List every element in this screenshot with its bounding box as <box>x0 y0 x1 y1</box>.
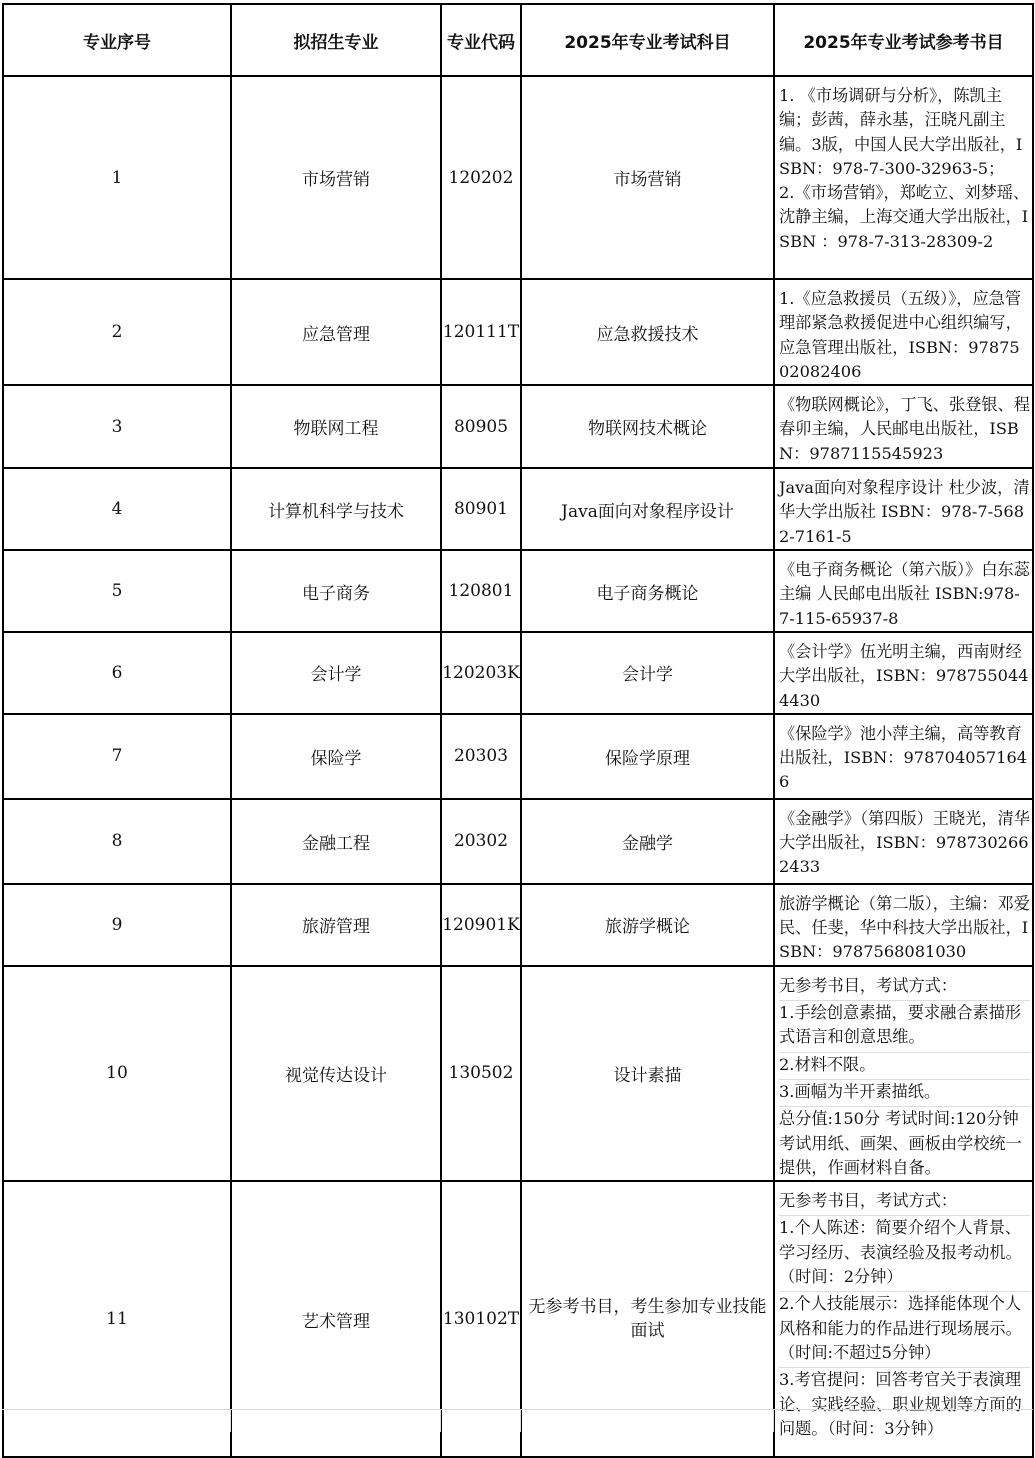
code-cell: 80901 <box>441 468 521 550</box>
header-books: 2025年专业考试参考书目 <box>774 4 1033 76</box>
subject-cell: 旅游学概论 <box>521 884 774 966</box>
subject-cell: Java面向对象程序设计 <box>521 468 774 550</box>
major-cell: 保险学 <box>231 714 441 799</box>
major-cell: 视觉传达设计 <box>231 966 441 1181</box>
seq-cell: 6 <box>3 632 231 714</box>
major-cell: 金融工程 <box>231 799 441 884</box>
book-line: 1.个人陈述：简要介绍个人背景、学习经历、表演经验及报考动机。（时间：2分钟） <box>779 1215 1030 1289</box>
seq-cell: 4 <box>3 468 231 550</box>
header-major: 拟招生专业 <box>231 4 441 76</box>
table-body <box>3 76 1033 1457</box>
books-cell <box>774 550 1033 632</box>
table-row <box>3 76 1033 279</box>
header-seq: 专业序号 <box>3 4 231 76</box>
book-line: 《物联网概论》，丁飞、张登银、程春卯主编，人民邮电出版社，ISBN：9787115545923 <box>779 395 1030 463</box>
books-cell <box>774 966 1033 1181</box>
subject-cell: 物联网技术概论 <box>521 385 774 468</box>
table-row <box>3 632 1033 714</box>
table-row <box>3 550 1033 632</box>
seq-cell: 1 <box>3 76 231 279</box>
subject-cell: 设计素描 <box>521 966 774 1181</box>
header-code: 专业代码 <box>441 4 521 76</box>
major-cell: 电子商务 <box>231 550 441 632</box>
book-line: 2.材料不限。 <box>779 1052 1030 1077</box>
books-cell <box>774 468 1033 550</box>
code-cell: 120202 <box>441 76 521 279</box>
code-cell: 20303 <box>441 714 521 799</box>
major-cell: 旅游管理 <box>231 884 441 966</box>
seq-cell: 5 <box>3 550 231 632</box>
subject-cell: 金融学 <box>521 799 774 884</box>
code-cell: 120901K <box>441 884 521 966</box>
header-subject: 2025年专业考试科目 <box>521 4 774 76</box>
books-cell <box>774 799 1033 884</box>
major-cell: 市场营销 <box>231 76 441 279</box>
books-cell <box>774 279 1033 385</box>
header-row <box>3 4 1033 76</box>
table-row <box>3 884 1033 966</box>
major-cell: 会计学 <box>231 632 441 714</box>
code-cell: 120111T <box>441 279 521 385</box>
table-row <box>3 799 1033 884</box>
subject-cell: 无参考书目，考生参加专业技能面试 <box>521 1181 774 1457</box>
book-line: 《保险学》池小萍主编，高等教育出版社，ISBN：9787040571646 <box>779 723 1028 792</box>
seq-cell: 7 <box>3 714 231 799</box>
seq-cell: 8 <box>3 799 231 884</box>
code-cell: 80905 <box>441 385 521 468</box>
exam-subjects-table-wrapper <box>2 3 1034 1458</box>
table-row <box>3 385 1033 468</box>
table-row <box>3 966 1033 1181</box>
book-line: 旅游学概论（第二版），主编：邓爱民、任斐，华中科技大学出版社，ISBN：9787568081030 <box>779 893 1030 962</box>
exam-subjects-table <box>2 3 1034 1458</box>
table-row <box>3 279 1033 385</box>
seq-cell: 9 <box>3 884 231 966</box>
subject-cell: 电子商务概论 <box>521 550 774 632</box>
books-cell <box>774 884 1033 966</box>
major-cell: 计算机科学与技术 <box>231 468 441 550</box>
seq-cell: 10 <box>3 966 231 1181</box>
code-cell: 130502 <box>441 966 521 1181</box>
seq-cell: 2 <box>3 279 231 385</box>
major-cell: 物联网工程 <box>231 385 441 468</box>
seq-cell: 11 <box>3 1181 231 1457</box>
book-line: 1.手绘创意素描，要求融合素描形式语言和创意思维。 <box>779 1000 1030 1050</box>
books-cell <box>774 76 1033 279</box>
books-cell <box>774 632 1033 714</box>
grid-divider <box>440 1410 441 1432</box>
book-line: 无参考书目，考试方式： <box>779 975 958 995</box>
book-line: 3.画幅为半开素描纸。 <box>779 1079 1030 1104</box>
book-line: 2.《市场营销》，郑屹立、刘梦瑶、沈静主编，上海交通大学出版社，ISBN ：978-7-313-28309-2 <box>779 183 1030 251</box>
subject-cell: 保险学原理 <box>521 714 774 799</box>
code-cell: 130102T <box>441 1181 521 1457</box>
empty-grid-row <box>2 1409 1033 1432</box>
book-line: Java面向对象程序设计 杜少波，清华大学出版社 ISBN：978-7-5682-7161-5 <box>779 478 1030 546</box>
code-cell: 120203K <box>441 632 521 714</box>
seq-cell: 3 <box>3 385 231 468</box>
subject-cell: 会计学 <box>521 632 774 714</box>
grid-divider <box>773 1410 774 1432</box>
book-line: 无参考书目，考试方式： <box>779 1191 958 1211</box>
subject-cell: 市场营销 <box>521 76 774 279</box>
book-line: 总分值:150分 考试时间:120分钟 考试用纸、画架、画板由学校统一提供，作画材料自备。 <box>779 1106 1030 1180</box>
book-line: 《会计学》伍光明主编，西南财经大学出版社，ISBN：9787550444430 <box>779 641 1029 710</box>
major-cell: 应急管理 <box>231 279 441 385</box>
table-row <box>3 714 1033 799</box>
books-cell <box>774 714 1033 799</box>
major-cell: 艺术管理 <box>231 1181 441 1457</box>
grid-divider <box>520 1410 521 1432</box>
book-line: 2.个人技能展示：选择能体现个人风格和能力的作品进行现场展示。（时间:不超过5分钟） <box>779 1291 1030 1365</box>
code-cell: 20302 <box>441 799 521 884</box>
book-line: 《金融学》（第四版）王晓光，清华大学出版社，ISBN：9787302662433 <box>779 808 1030 877</box>
book-line: 《电子商务概论（第六版）》白东蕊主编 人民邮电出版社 ISBN:978-7-115-65937-8 <box>779 560 1030 628</box>
grid-divider <box>230 1410 231 1432</box>
books-cell <box>774 385 1033 468</box>
book-line: 3.考官提问：回答考官关于表演理论、实践经验、职业规划等方面的问题。（时间：3分钟） <box>779 1367 1030 1441</box>
table-row <box>3 468 1033 550</box>
code-cell: 120801 <box>441 550 521 632</box>
book-line: 1.《应急救援员（五级）》，应急管理部紧急救援促进中心组织编写，应急管理出版社，ISBN：9787502082406 <box>779 289 1022 381</box>
book-line: 1. 《市场调研与分析》，陈凯主编；彭茜，薛永基，汪晓凡副主编。3版，中国人民大学出版社，ISBN：978-7-300-32963-5； <box>779 86 1023 178</box>
subject-cell: 应急救援技术 <box>521 279 774 385</box>
